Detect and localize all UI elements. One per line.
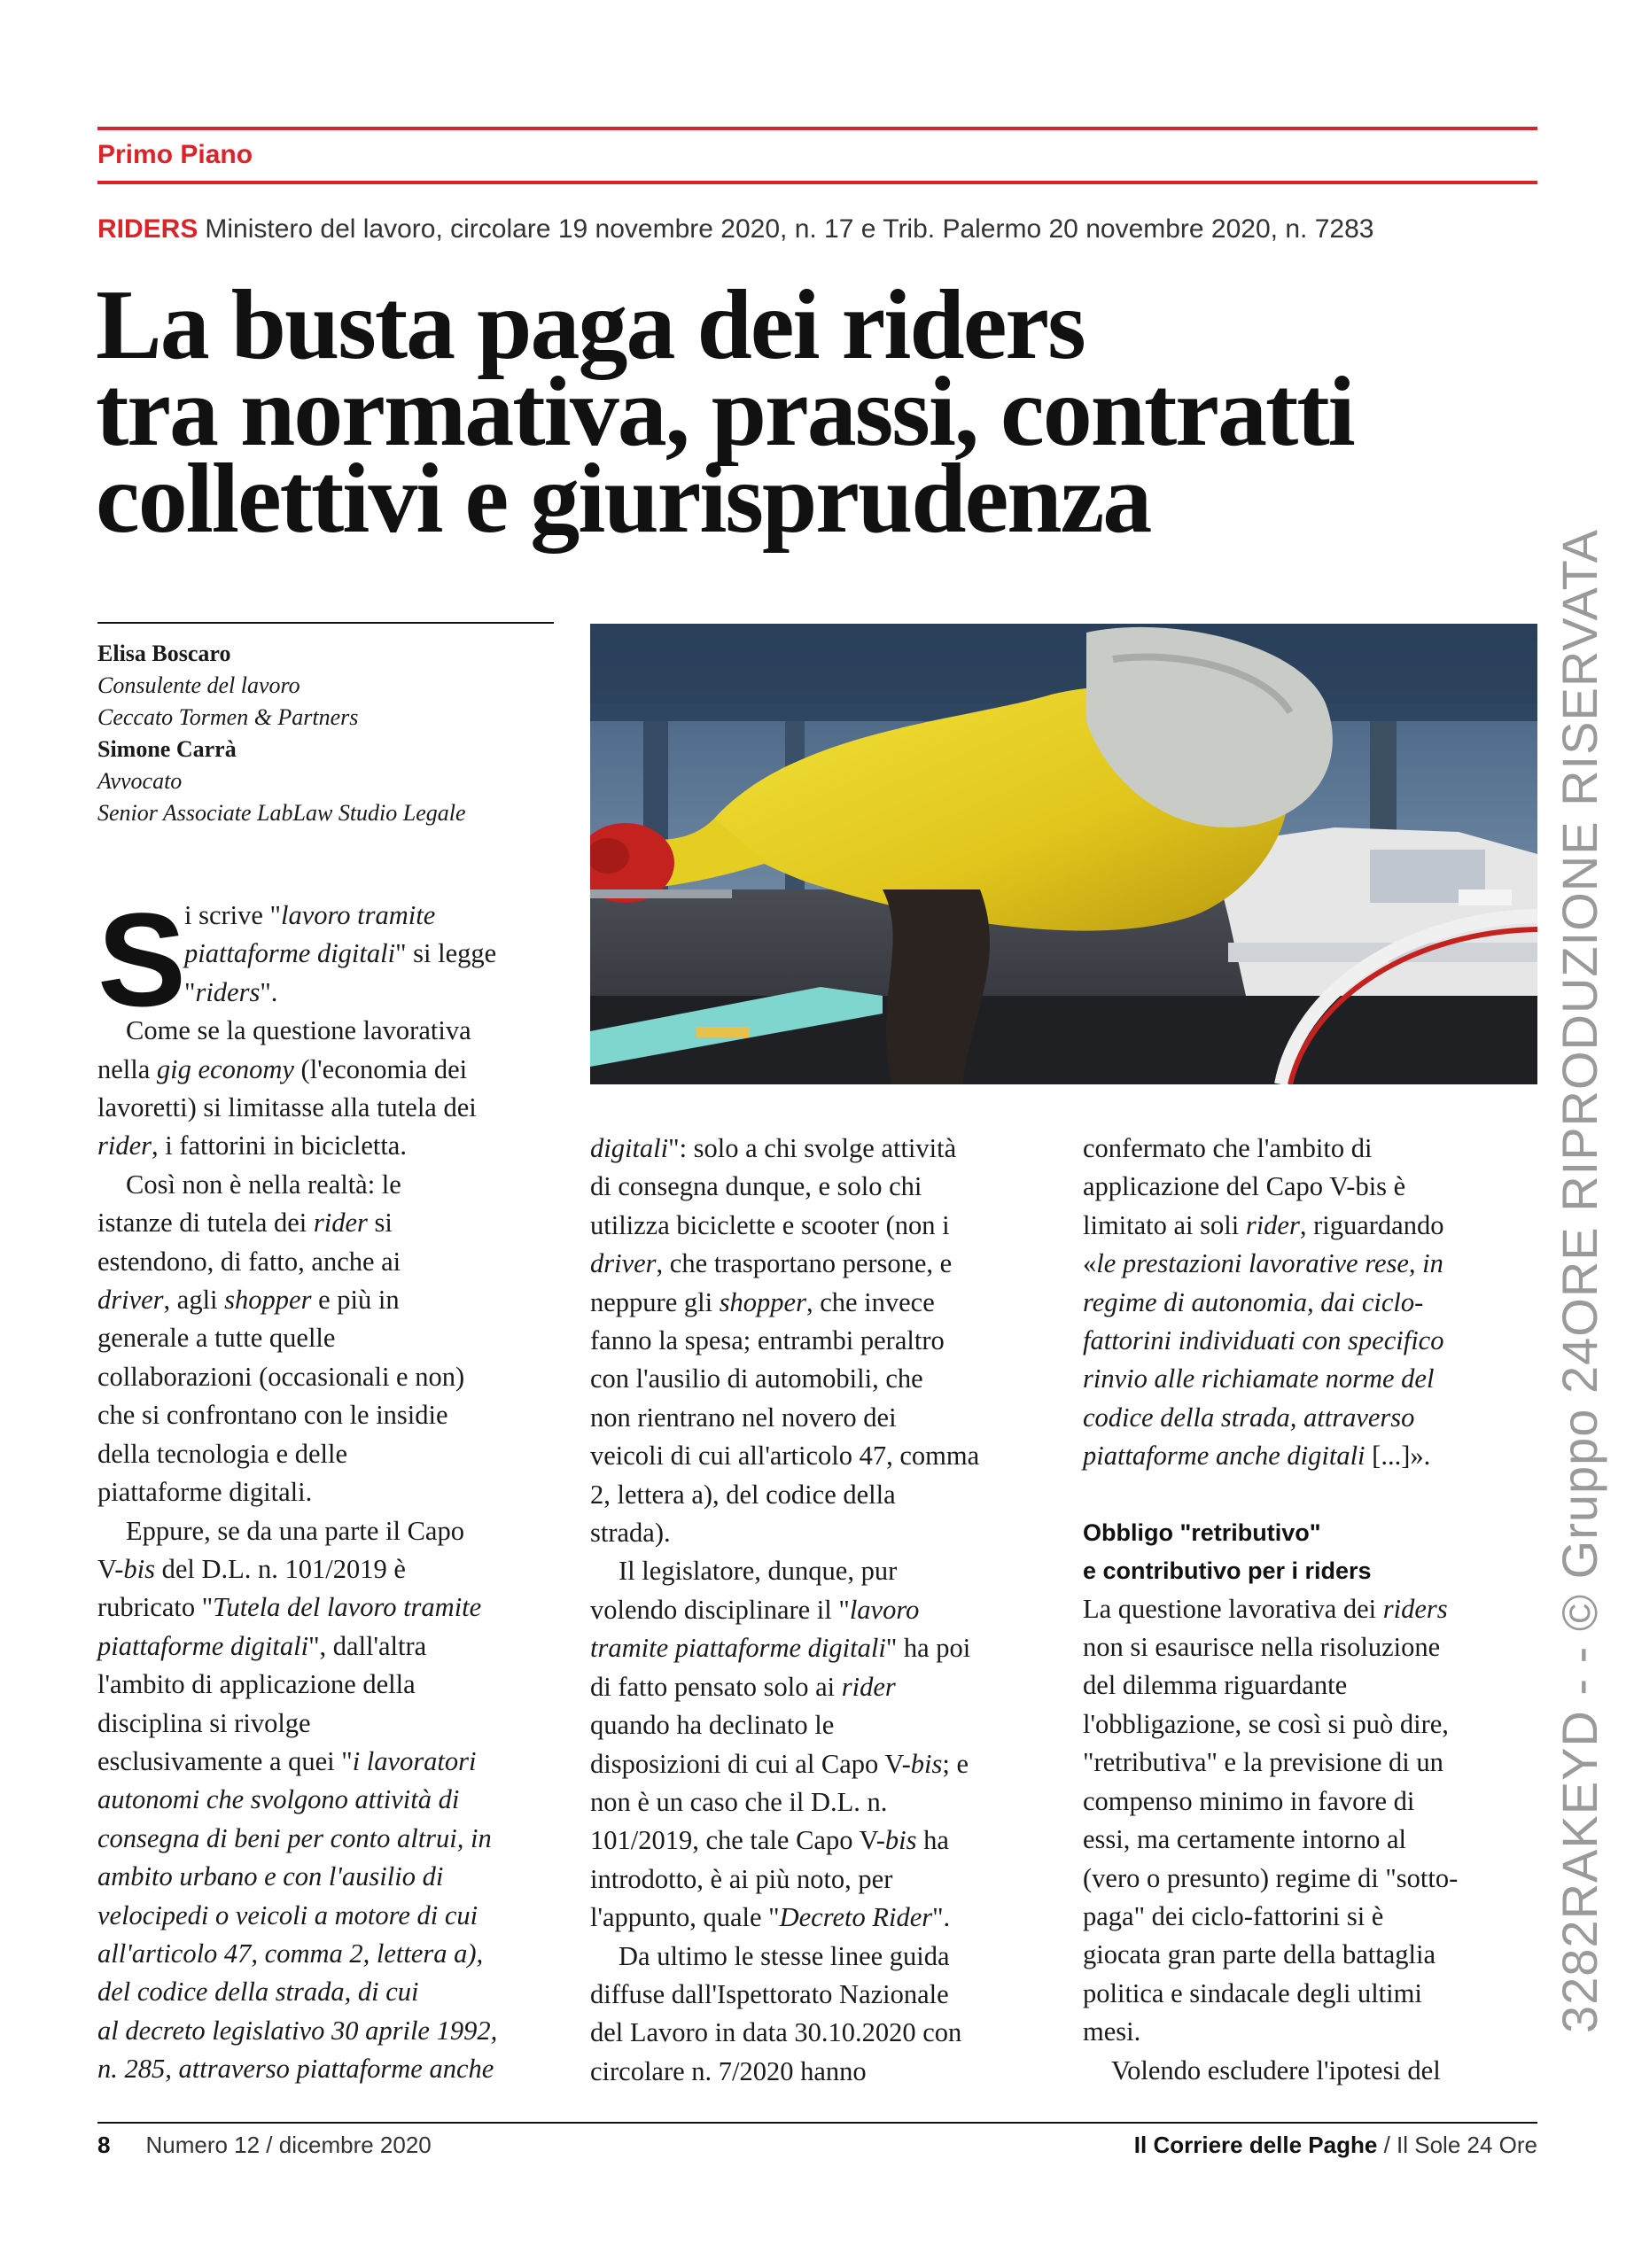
text-span: riders: [195, 976, 261, 1007]
section-label: Primo Piano: [97, 140, 253, 169]
text-line: introdotto, è ai più noto, per: [590, 1863, 893, 1894]
subheading-line: Obbligo "retributivo": [1083, 1518, 1321, 1546]
text-span: [...]».: [1365, 1441, 1431, 1472]
text-span: " ha poi: [885, 1633, 971, 1664]
text-line: non si esaurisce nella risoluzione: [1083, 1632, 1441, 1663]
paragraph: [97, 1166, 567, 1512]
text-span: shopper: [719, 1286, 806, 1317]
publisher-name: Il Sole 24 Ore: [1397, 2132, 1537, 2158]
author-role: Avvocato: [97, 768, 183, 794]
text-line: collaborazioni (occasionali e non): [97, 1361, 465, 1392]
text-span: lavoro tramite: [281, 900, 436, 930]
text-line: Come se la questione lavorativa: [126, 1015, 471, 1046]
top-red-rule: [97, 127, 1537, 130]
text-span: piattaforme digitali: [184, 938, 396, 969]
publication-name: Il Corriere delle Paghe: [1133, 2132, 1378, 2158]
kicker: [97, 214, 1373, 245]
text-line: lavoretti) si limitasse alla tutela dei: [97, 1092, 477, 1123]
article-title: [96, 270, 1549, 554]
text-span: rider: [841, 1671, 896, 1702]
text-line: Da ultimo le stesse linee guida: [619, 1940, 950, 1971]
text-line: veicoli di cui all'articolo 47, comma: [590, 1441, 980, 1472]
text-span: volendo disciplinare il ": [590, 1594, 850, 1625]
kicker-tag: RIDERS: [97, 214, 198, 244]
text-line: confermato che l'ambito di: [1083, 1133, 1373, 1163]
text-line: (vero o presunto) regime di "sotto-: [1083, 1862, 1459, 1893]
text-span: driver: [590, 1248, 657, 1279]
text-line: Così non è nella realtà: le: [126, 1169, 401, 1200]
text-span: Decreto Rider: [779, 1902, 933, 1933]
text-line: "retributiva" e la previsione di un: [1083, 1747, 1443, 1778]
text-span: i lavoratori: [352, 1745, 477, 1776]
text-span: , agli: [163, 1285, 225, 1316]
title-line: collettivi e giurisprudenza: [96, 444, 1151, 554]
text-span: lavoro: [849, 1594, 920, 1625]
text-line: 2, lettera a), del codice della: [590, 1479, 896, 1510]
author-name: Simone Carrà: [97, 736, 237, 762]
text-line: codice della strada, attraverso: [1083, 1402, 1415, 1433]
text-span: rubricato ": [97, 1592, 214, 1623]
text-span: riders: [1382, 1593, 1448, 1624]
rider-photo-illustration: [590, 624, 1537, 1084]
text-span: ; e: [942, 1748, 969, 1779]
drop-cap: S: [97, 885, 187, 1034]
text-span: ".: [932, 1902, 951, 1933]
text-line: all'articolo 47, comma 2, lettera a),: [97, 1938, 484, 1969]
text-line: del dilemma riguardante: [1083, 1670, 1348, 1701]
section-red-rule: [97, 181, 1537, 184]
text-span: le prestazioni lavorative rese, in: [1096, 1248, 1443, 1279]
text-line: non rientrano nel novero dei: [590, 1402, 897, 1433]
paragraph: [97, 1012, 567, 1166]
text-line: Il legislatore, dunque, pur: [619, 1556, 898, 1587]
text-line: applicazione del Capo V-bis è: [1083, 1171, 1406, 1202]
text-span: Tutela del lavoro tramite: [213, 1592, 482, 1623]
text-span: esclusivamente a quei ": [97, 1745, 353, 1776]
article-column-1: [97, 897, 567, 2089]
text-line: mesi.: [1083, 2016, 1141, 2047]
footer-right: [1134, 2132, 1537, 2159]
text-span: piattaforme digitali: [97, 1630, 309, 1661]
text-line: generale a tutte quelle: [97, 1323, 336, 1354]
footer-left: [97, 2132, 432, 2159]
text-span: disposizioni di cui al Capo V-: [590, 1748, 911, 1779]
text-span: , riguardando: [1299, 1209, 1444, 1240]
text-line: Volendo escludere l'ipotesi del: [1111, 2054, 1441, 2085]
text-line: regime di autonomia, dai ciclo-: [1083, 1286, 1424, 1317]
text-line: politica e sindacale degli ultimi: [1083, 1977, 1422, 2008]
text-line: l'obbligazione, se così si può dire,: [1083, 1708, 1449, 1739]
footer-separator: /: [1377, 2132, 1397, 2158]
text-span: rider: [97, 1130, 152, 1161]
text-line: strada).: [590, 1518, 671, 1549]
text-line: utilizza biciclette e scooter (non i: [590, 1209, 950, 1240]
text-line: giocata gran parte della battaglia: [1083, 1939, 1436, 1970]
text-line: autonomi che svolgono attività di: [97, 1784, 460, 1815]
paragraph: [590, 1130, 1051, 1552]
author-name: Elisa Boscaro: [97, 641, 231, 666]
text-span: V-: [97, 1553, 124, 1584]
text-span: ".: [260, 976, 278, 1007]
author-affiliation: Ceccato Tormen & Partners: [97, 704, 359, 730]
text-line: al decreto legislativo 30 aprile 1992,: [97, 2015, 498, 2046]
text-line: del codice della strada, di cui: [97, 1977, 419, 2008]
author-affiliation: Senior Associate LabLaw Studio Legale: [97, 800, 466, 826]
text-span: bis: [123, 1553, 155, 1584]
text-span: shopper: [224, 1285, 312, 1316]
text-line: fanno la spesa; entrambi peraltro: [590, 1325, 945, 1356]
text-line: con l'ausilio di automobili, che: [590, 1363, 923, 1394]
text-line: estendono, di fatto, anche ai: [97, 1246, 401, 1277]
text-span: gig economy: [156, 1053, 294, 1084]
text-span: «: [1083, 1248, 1097, 1279]
text-span: digitali: [590, 1133, 669, 1163]
footer-rule: [97, 2122, 1537, 2124]
paragraph: [97, 1512, 567, 2089]
page-number: 8: [97, 2132, 111, 2158]
text-span: limitato ai soli: [1083, 1209, 1246, 1240]
text-line: piattaforme digitali.: [97, 1477, 313, 1508]
text-span: ": [184, 976, 196, 1007]
subheading-line: e contributivo per i riders: [1083, 1557, 1372, 1584]
text-span: bis: [910, 1748, 943, 1779]
text-span: , che trasportano persone, e: [656, 1248, 953, 1279]
paragraph: [97, 897, 567, 1012]
paragraph: [590, 1552, 1051, 1937]
text-line: diffuse dall'Ispettorato Nazionale: [590, 1978, 949, 2009]
text-line: n. 285, attraverso piattaforme anche: [97, 2054, 494, 2085]
text-span: , che invece: [805, 1286, 935, 1317]
text-span: e più in: [311, 1285, 400, 1316]
issue-info: Numero 12 / dicembre 2020: [145, 2132, 432, 2158]
text-span: nella: [97, 1053, 157, 1084]
text-line: disciplina si rivolge: [97, 1707, 311, 1738]
text-span: " si legge: [395, 938, 497, 969]
text-span: istanze di tutela dei: [97, 1208, 314, 1239]
kicker-text: Ministero del lavoro, circolare 19 novembre 2020, n. 17 e Trib. Palermo 20 novembre 2020, n. 7283: [205, 214, 1374, 244]
authors-rule: [97, 622, 554, 624]
text-span: 101/2019, che tale Capo V-: [590, 1825, 885, 1856]
text-span: ha: [916, 1825, 949, 1856]
text-line: consegna di beni per conto altrui, in: [97, 1822, 492, 1853]
text-span: tramite piattaforme digitali: [590, 1633, 886, 1664]
text-line: della tecnologia e delle: [97, 1438, 347, 1469]
text-span: del D.L. n. 101/2019 è: [154, 1553, 406, 1584]
text-span: i scrive ": [184, 900, 281, 930]
text-line: del Lavoro in data 30.10.2020 con: [590, 2017, 962, 2048]
text-line: compenso minimo in favore di: [1083, 1785, 1415, 1816]
paragraph: [1083, 1590, 1539, 2052]
text-span: , i fattorini in bicicletta.: [152, 1130, 407, 1161]
text-span: ", dall'altra: [308, 1630, 427, 1661]
author-role: Consulente del lavoro: [97, 672, 300, 698]
text-span: rider: [313, 1208, 368, 1239]
text-line: che si confrontano con le insidie: [97, 1400, 448, 1431]
text-line: paga" dei ciclo-fattorini si è: [1083, 1900, 1384, 1931]
text-line: circolare n. 7/2020 hanno: [590, 2055, 867, 2086]
text-line: non è un caso che il D.L. n.: [590, 1786, 888, 1817]
copyright-watermark: 3282RAKEYD - - © Gruppo 24ORE RIPRODUZIONE RISERVATA: [1552, 528, 1607, 2033]
article-column-2: [590, 1130, 1051, 2091]
text-span: (l'economia dei: [293, 1053, 468, 1084]
text-line: velocipedi o veicoli a motore di cui: [97, 1899, 479, 1930]
text-line: essi, ma certamente intorno al: [1083, 1824, 1407, 1855]
text-span: bis: [884, 1825, 917, 1856]
text-span: di fatto pensato solo ai: [590, 1671, 842, 1702]
text-span: neppure gli: [590, 1286, 720, 1317]
text-span: ": solo a chi svolge attività: [668, 1133, 957, 1163]
text-span: La questione lavorativa dei: [1083, 1593, 1383, 1624]
author-block: [97, 638, 558, 829]
text-span: rider: [1245, 1209, 1300, 1240]
paragraph: [590, 1938, 1051, 2092]
text-line: quando ha declinato le: [590, 1710, 835, 1741]
text-line: rinvio alle richiamate norme del: [1083, 1363, 1435, 1394]
text-span: si: [367, 1208, 393, 1239]
article-photo: [590, 624, 1537, 1084]
text-span: piattaforme anche digitali: [1083, 1441, 1366, 1472]
title-line: tra normativa, prassi, contratti: [96, 357, 1354, 467]
article-column-3: [1083, 1130, 1539, 2090]
subheading: [1083, 1514, 1539, 1590]
text-line: Eppure, se da una parte il Capo: [126, 1515, 464, 1546]
text-span: driver: [97, 1285, 164, 1316]
text-line: di consegna dunque, e solo chi: [590, 1171, 922, 1202]
text-span: l'appunto, quale ": [590, 1902, 780, 1933]
text-line: ambito urbano e con l'ausilio di: [97, 1861, 444, 1892]
text-line: fattorini individuati con specifico: [1083, 1325, 1444, 1356]
paragraph: [1083, 2052, 1539, 2090]
paragraph: [1083, 1130, 1539, 1476]
text-line: l'ambito di applicazione della: [97, 1669, 416, 1700]
title-line: La busta paga dei riders: [96, 270, 1085, 380]
